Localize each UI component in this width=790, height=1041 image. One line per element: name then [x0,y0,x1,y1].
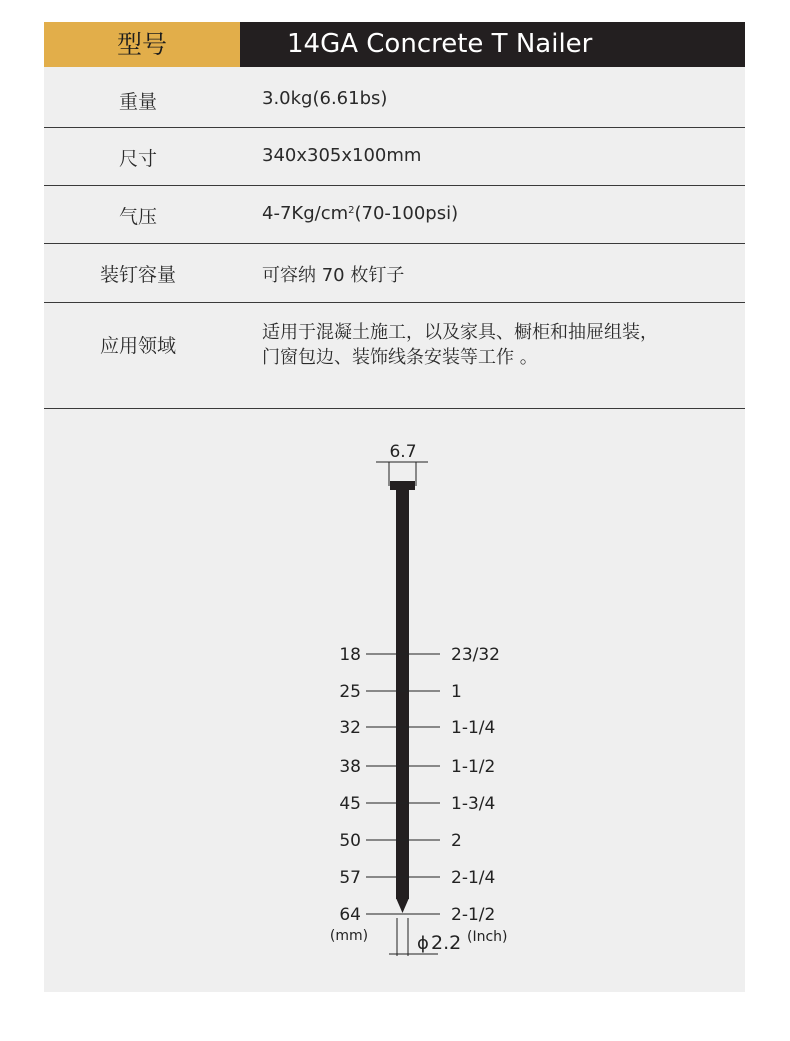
length-mm-label: 50 [339,831,361,851]
unit-mm-label: (mm) [329,928,369,944]
length-mm-label: 57 [339,868,361,888]
length-inch-label: 2-1/4 [451,868,496,888]
length-mm-label: 32 [339,718,361,738]
pressure-value-main: 4-7Kg/cm [262,203,349,224]
length-mm-label: 18 [339,645,361,665]
pressure-superscript: 2 [348,205,355,216]
spec-value-capacity: 可容纳 70 枚钉子 [262,265,405,286]
nail-shank [396,489,409,899]
length-mm-label: 25 [339,682,361,702]
pressure-value-psi: (70-100psi) [354,203,459,224]
length-inch-label: 2-1/2 [451,905,496,925]
diameter-symbol: ϕ [417,933,429,954]
length-mm-label: 45 [339,794,361,814]
spec-value-weight: 3.0kg(6.61bs) [262,88,388,109]
length-inch-label: 1-1/4 [451,718,496,738]
length-inch-label: 23/32 [451,645,500,665]
spec-value-size: 340x305x100mm [262,145,422,166]
length-mm-label: 38 [339,757,361,777]
application-line-2: 门窗包边、装饰线条安装等工作 。 [262,347,538,368]
model-label: 型号 [116,30,167,59]
model-name: 14GA Concrete T Nailer [287,29,593,59]
length-inch-label: 2 [451,831,462,851]
spec-label-capacity: 装钉容量 [99,264,176,286]
nail-tip [396,898,409,913]
unit-inch-label: (Inch) [467,929,508,945]
spec-label-weight: 重量 [118,91,157,113]
spec-label-size: 尺寸 [118,148,157,170]
spec-label-pressure: 气压 [118,206,157,228]
length-mm-label: 64 [339,905,361,925]
length-inch-label: 1 [451,682,462,702]
length-scale [339,645,500,925]
application-line-1: 适用于混凝土施工，以及家具、橱柜和抽屉组装， [262,322,658,343]
nail-head [390,481,415,490]
head-width-label: 6.7 [389,442,417,462]
spec-label-application: 应用领域 [99,335,176,357]
diameter-label: 2.2 [431,932,462,954]
length-inch-label: 1-3/4 [451,794,496,814]
length-inch-label: 1-1/2 [451,757,496,777]
